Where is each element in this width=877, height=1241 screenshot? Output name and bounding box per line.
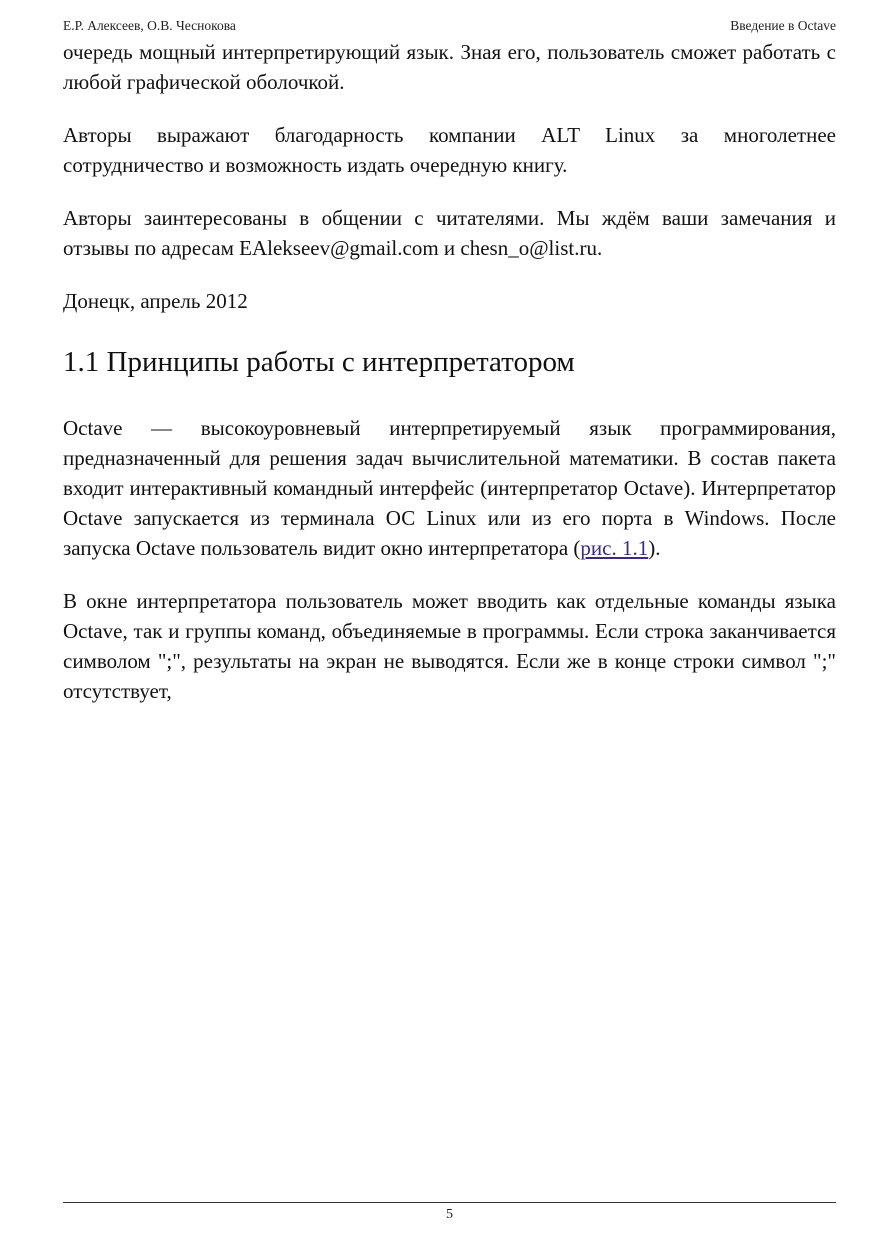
octave-intro-after: ). [648,536,661,560]
paragraph-place-date: Донецк, апрель 2012 [63,289,248,313]
contact-text-between: и [438,236,461,260]
paragraph-contact [63,203,836,263]
paragraph-acknowledgements: Авторы выражают благодарность компании ALT Linux за многолетнее сотрудничество и возможность издать очередную книгу. [63,123,836,177]
email-address-1: EAlekseev@gmail.com [239,236,439,260]
page-number: 5 [446,1207,453,1222]
contact-text-before: Авторы заинтересованы в общении с читателями. Мы ждём ваши замечания и отзывы по адресам [63,206,836,260]
section-heading: 1.1 Принципы работы с интерпретатором [63,346,575,378]
email-address-2: chesn_o@list.ru [460,236,597,260]
footer-divider [63,1202,836,1203]
octave-intro-text: Octave — высокоуровневый интерпретируемый язык программирования, предназначенный для решения задач вычислительной математики. В состав пакета входит интерактивный командный интерфейс (интерпретатор Octave). Интерпретатор Octave запускается из терминала ОС Linux или из его порта в Windows. После запуска Octave пользователь видит окно интерпретатора ( [63,416,836,560]
header-book-title: Введение в Octave [730,18,836,33]
page-header [63,16,836,36]
paragraph-octave-intro [63,413,836,563]
paragraph-intro-end: очередь мощный интерпретирующий язык. Зная его, пользователь сможет работать с любой графической оболочкой. [63,40,836,94]
paragraph-interpreter-window: В окне интерпретатора пользователь может вводить как отдельные команды языка Octave, так и группы команд, объединяемые в программы. Если строка заканчивается символом ";", результаты на экран не выводятся. Если же в конце строки символ ";" отсутствует, [63,589,836,703]
figure-reference-link[interactable]: рис. 1.1 [580,536,649,560]
contact-text-after: . [596,236,603,260]
header-authors: Е.Р. Алексеев, О.В. Чеснокова [63,18,236,33]
page-content [63,37,836,706]
